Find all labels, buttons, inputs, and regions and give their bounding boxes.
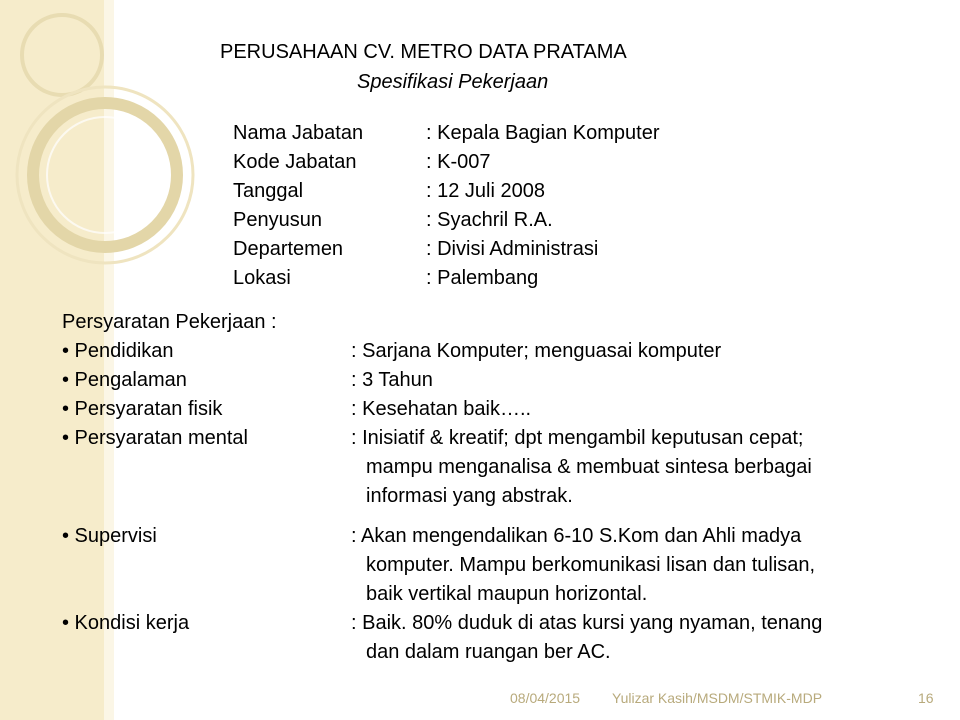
req-persyaratan-mental xyxy=(62,424,932,511)
req-label: • Supervisi xyxy=(62,525,157,547)
footer-page-number: 16 xyxy=(918,690,934,706)
info-value: : Kepala Bagian Komputer xyxy=(426,122,660,144)
info-label: Departemen xyxy=(233,238,344,260)
req-pendidikan xyxy=(62,337,932,366)
req-label: • Persyaratan mental xyxy=(62,427,248,449)
footer-date: 08/04/2015 xyxy=(510,690,581,706)
req-supervisi xyxy=(62,522,932,609)
req-value: : Kesehatan baik….. xyxy=(351,398,532,420)
req-value: : Sarjana Komputer; menguasai komputer xyxy=(351,340,722,362)
info-label: Kode Jabatan xyxy=(233,151,357,173)
info-label: Nama Jabatan xyxy=(233,122,364,144)
footer-author: Yulizar Kasih/MSDM/STMIK-MDP xyxy=(612,690,823,706)
req-value: : Akan mengendalikan 6-10 S.Kom dan Ahli madya xyxy=(351,525,802,547)
requirements-heading: Persyaratan Pekerjaan : xyxy=(62,311,277,333)
req-value-continuation: baik vertikal maupun horizontal. xyxy=(366,583,648,605)
company-title: PERUSAHAAN CV. METRO DATA PRATAMA xyxy=(220,41,627,63)
info-value: : Palembang xyxy=(426,267,539,289)
req-kondisi-kerja xyxy=(62,609,932,667)
req-value: : Inisiatif & kreatif; dpt mengambil keputusan cepat; xyxy=(351,427,804,449)
document-subtitle: Spesifikasi Pekerjaan xyxy=(357,71,549,93)
req-label: • Persyaratan fisik xyxy=(62,398,223,420)
req-value-continuation: informasi yang abstrak. xyxy=(366,485,573,507)
req-value: : Baik. 80% duduk di atas kursi yang nyaman, tenang xyxy=(351,612,823,634)
req-value: : 3 Tahun xyxy=(351,369,433,391)
info-label: Penyusun xyxy=(233,209,322,231)
decorative-rings-icon xyxy=(0,0,200,320)
req-value-continuation: dan dalam ruangan ber AC. xyxy=(366,641,611,663)
req-pengalaman xyxy=(62,366,932,395)
requirements-block xyxy=(62,308,932,667)
info-label: Lokasi xyxy=(233,267,291,289)
req-label: • Kondisi kerja xyxy=(62,612,190,634)
req-label: • Pengalaman xyxy=(62,369,187,391)
info-value: : Divisi Administrasi xyxy=(426,238,599,260)
req-value-continuation: komputer. Mampu berkomunikasi lisan dan tulisan, xyxy=(366,554,816,576)
req-value-continuation: mampu menganalisa & membuat sintesa berbagai xyxy=(366,456,812,478)
req-label: • Pendidikan xyxy=(62,340,174,362)
req-persyaratan-fisik xyxy=(62,395,932,424)
info-value: : Syachril R.A. xyxy=(426,209,553,231)
info-label: Tanggal xyxy=(233,180,304,202)
info-value: : 12 Juli 2008 xyxy=(426,180,545,202)
info-value: : K-007 xyxy=(426,151,491,173)
